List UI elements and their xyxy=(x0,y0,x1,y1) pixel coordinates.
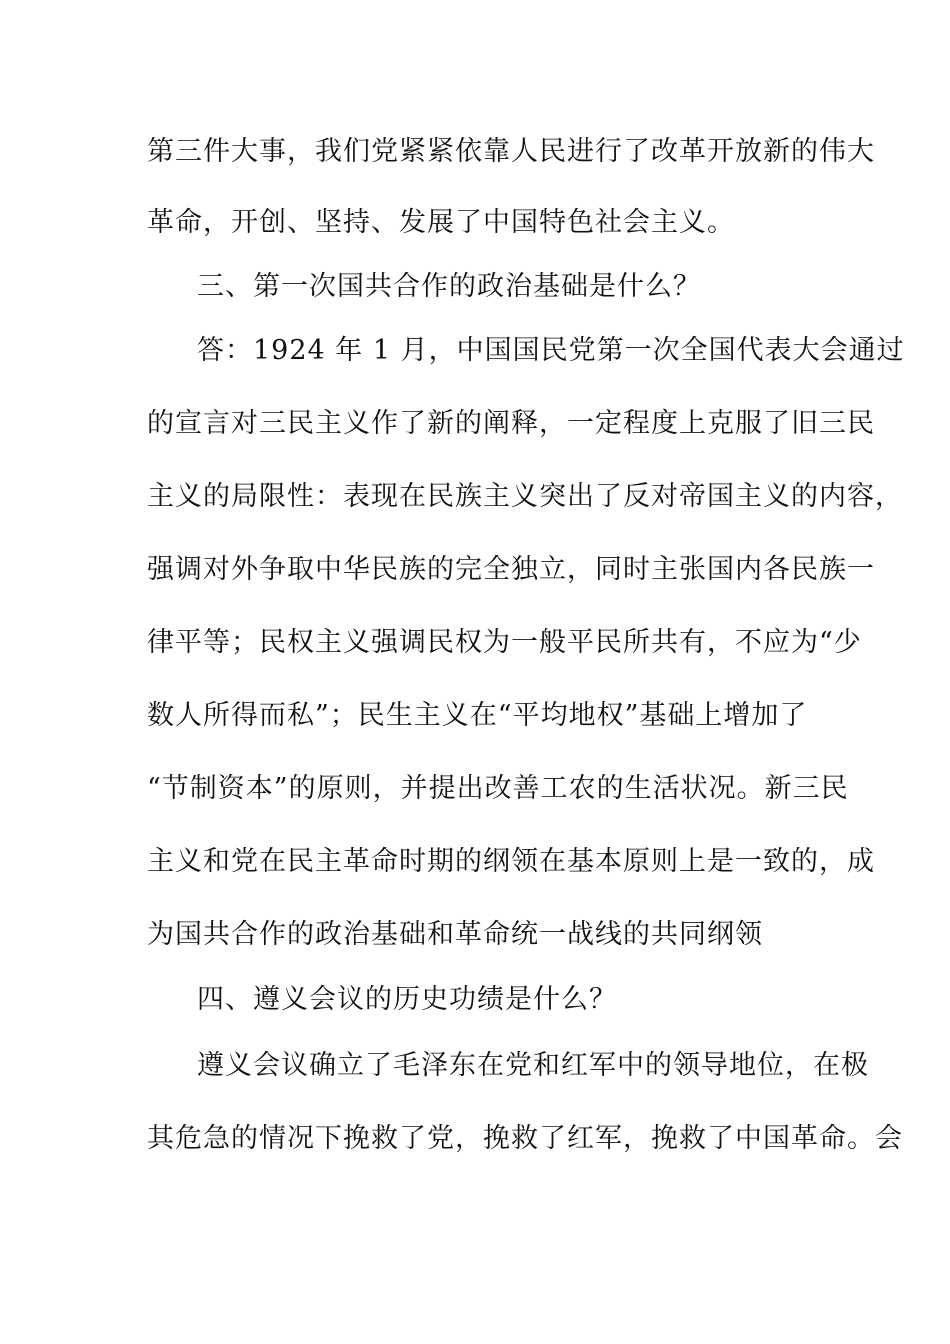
text-line: 的宣言对三民主义作了新的阐释，一定程度上克服了旧三民 xyxy=(147,408,875,439)
text-line: 遵义会议确立了毛泽东在党和红军中的领导地位，在极 xyxy=(197,1050,869,1081)
text-line: 强调对外争取中华民族的完全独立，同时主张国内各民族一 xyxy=(147,554,875,585)
text-line: 律平等；民权主义强调民权为一般平民所共有，不应为“少 xyxy=(147,627,862,658)
text-line: 主义和党在民主革命时期的纲领在基本原则上是一致的，成 xyxy=(147,846,875,877)
text-line: 第三件大事，我们党紧紧依靠人民进行了改革开放新的伟大 xyxy=(147,136,875,167)
text-line: “节制资本”的原则，并提出改善工农的生活状况。新三民 xyxy=(147,773,849,804)
section-heading: 三、第一次国共合作的政治基础是什么？ xyxy=(197,271,701,302)
section-heading: 四、遵义会议的历史功绩是什么？ xyxy=(197,984,617,1015)
text-line: 答：1924 年 1 月，中国国民党第一次全国代表大会通过 xyxy=(197,335,905,366)
text-line: 其危急的情况下挽救了党，挽救了红军，挽救了中国革命。会 xyxy=(147,1123,903,1154)
text-line: 为国共合作的政治基础和革命统一战线的共同纲领 xyxy=(147,919,763,950)
text-line: 数人所得而私”；民生主义在“平均地权”基础上增加了 xyxy=(147,700,808,731)
text-line: 主义的局限性：表现在民族主义突出了反对帝国主义的内容， xyxy=(147,481,903,512)
text-line: 革命，开创、坚持、发展了中国特色社会主义。 xyxy=(147,207,735,238)
